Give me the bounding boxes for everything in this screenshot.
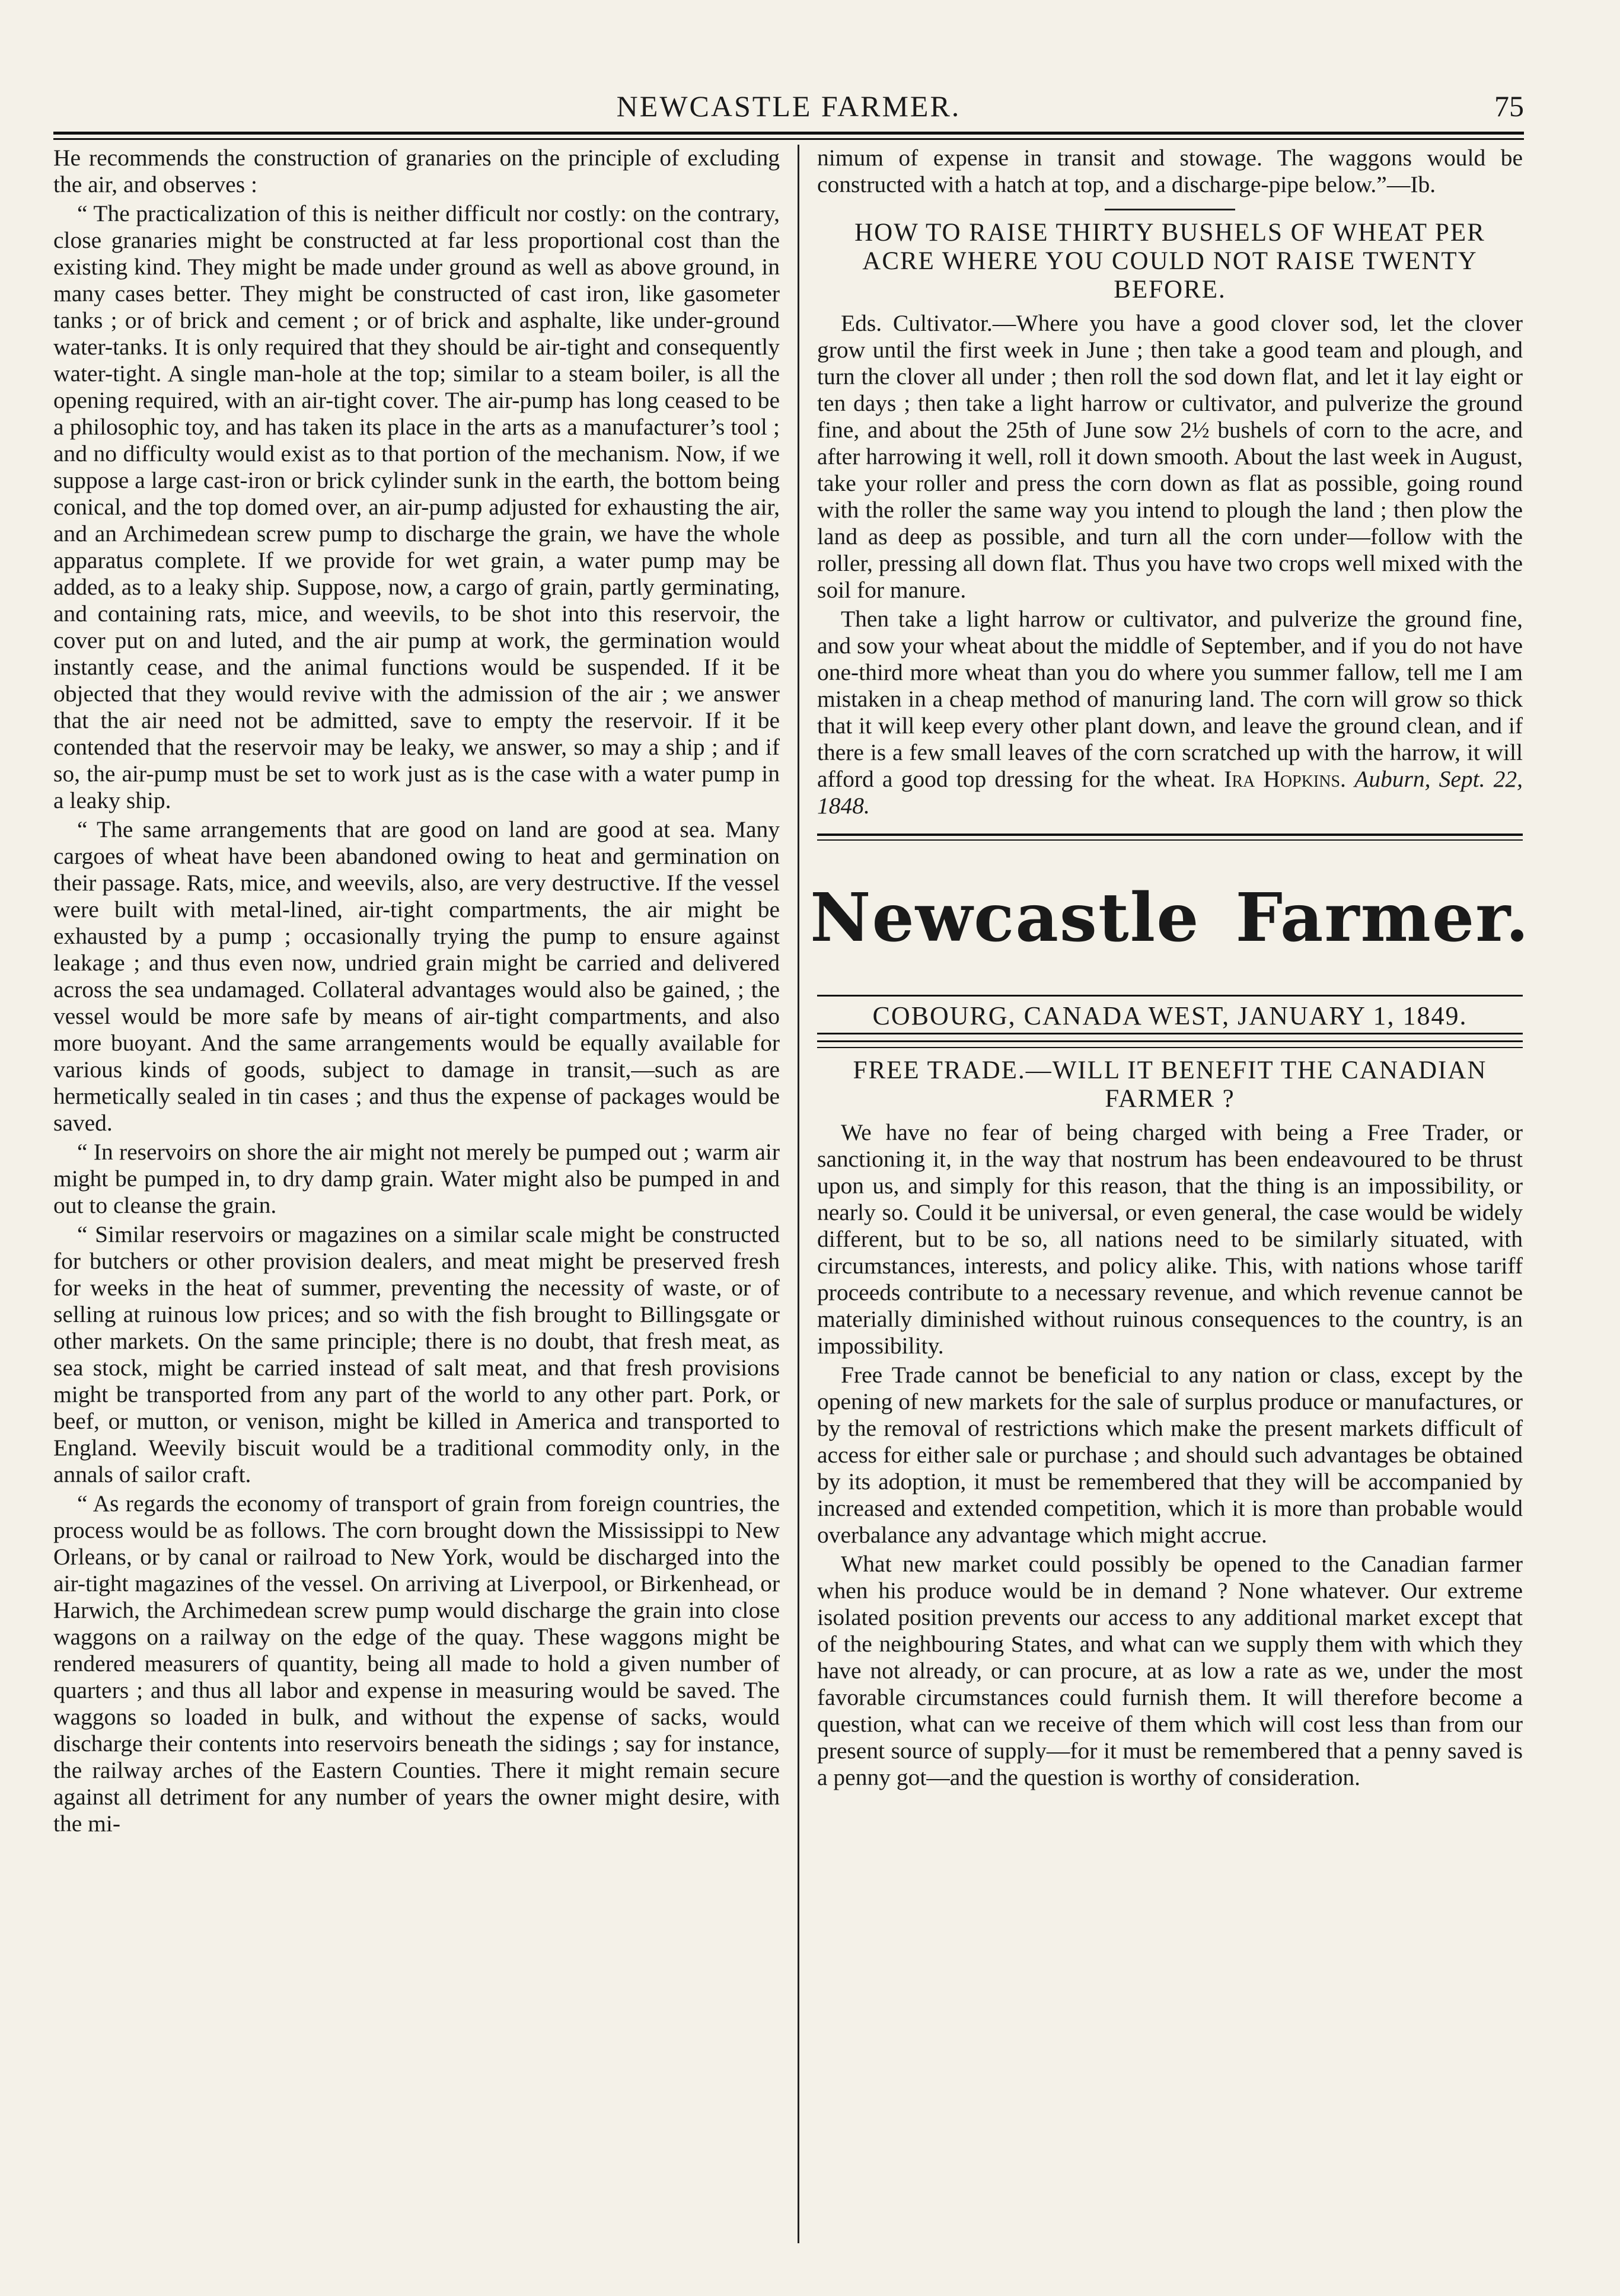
article-heading: HOW TO RAISE THIRTY BUSHELS OF WHEAT PER ACRE WHERE YOU COULD NOT RAISE TWENTY BEFORE. — [854, 219, 1485, 304]
signature: Ira Hopkins. — [1224, 766, 1346, 792]
section-rule — [1105, 209, 1235, 210]
continued-paragraph: nimum of expense in transit and stowage. The waggons would be constructed with a hatch at top, and a discharge-pipe below.”—Ib. — [817, 145, 1523, 197]
paragraph-text: Then take a light harrow or cultivator, and pulverize the ground fine, and sow your wheat about the middle of September, and if you do not have one-third more wheat than you do where you summer fallow, tell me I am mistaken in a cheap method of manuring land. The corn will grow so thick that it will keep every other plant down, and leave the ground clean, and if there is a few small leaves of the corn scratched up with the harrow, it will afford a good top dressing for the wheat. — [817, 606, 1523, 792]
paragraph: “ As regards the economy of transport of grain from foreign countries, the process would be as follows. The corn brought down the Mississippi to New Orleans, or by canal or railroad to New York, would be discharged into the air-tight magazines of the vessel. On arriving at Liverpool, or Birkenhead, or Harwich, the Archimedean screw pump would discharge the grain into close waggons on a railway on the edge of the quay. These waggons might be rendered measurers of quantity, being all made to hold a given number of quarters ; and thus all labor and expense in measuring would be saved. The waggons so loaded in bulk, and without the expense of sacks, would discharge their contents into reservoirs beneath the sidings ; say for instance, the railway arches of the Eastern Counties. There it might remain secure against all detriment for any number of years the owner might desire, with the mi- — [53, 1490, 780, 1837]
right-column — [810, 145, 1530, 2260]
masthead-rule — [817, 834, 1523, 841]
masthead-word-left: Newcastle — [810, 879, 1200, 957]
paragraph: Eds. Cultivator.—Where you have a good clover sod, let the clover grow until the first week in June ; then take a good team and plough, and turn the clover all under ; then roll the sod down flat, and let it lay eight or ten days ; then take a light harrow or cultivator, and pulverize the ground fine, and about the 25th of June sow 2½ bushels of corn to the acre, and after harrowing it well, roll it down smooth. About the last week in August, take your roller and press the corn down as flat as possible, going round with the roller the same way you intend to plough the land ; then plow the land as deep as possible, and turn all the corn under—follow with the roller, pressing all down flat. Thus you have two crops well mixed with the soil for manure. — [817, 310, 1523, 603]
masthead-word-right: Farmer. — [1235, 879, 1530, 957]
paragraph: “ The same arrangements that are good on land are good at sea. Many cargoes of wheat have been abandoned owing to heat and germination on their passage. Rats, mice, and weevils, also, are very destructive. If the vessel were built with metal-lined, air-tight compartments, the air might be exhausted by a pump ; occasionally trying the pump to ensure against leakage ; and thus even now, undried grain might be carried and delivered across the sea undamaged. Collateral advantages would also be gained, ; the vessel would be more safe by means of air-tight compartments, and also more buoyant. And the same arrangements would be equally available for various kinds of goods, subject to damage in transit,—such as are hermetically sealed in tin cases ; and thus the expense of packages would be saved. — [53, 816, 780, 1136]
running-title: NEWCASTLE FARMER. — [616, 90, 961, 123]
paragraph: Free Trade cannot be beneficial to any nation or class, except by the opening of new markets for the sale of surplus produce or manufactures, or by the removal of restrictions which make the present markets difficult of access for either sale or purchase ; and should such advantages be obtained by its adoption, it must be remembered that they will be accompanied by increased and extended competition, which it is more than probable would overbalance any advantage which might accrue. — [817, 1362, 1523, 1548]
left-column — [53, 145, 780, 2260]
paragraph: “ Similar reservoirs or magazines on a similar scale might be constructed for butchers or other provision dealers, and meat might be preserved fresh for weeks in the heat of summer, preventing the necessity of waste, or of selling at ruinous low prices; and so with the fish brought to Billingsgate or other markets. On the same principle; there is no doubt, that fresh meat, as sea stock, might be carried instead of salt meat, and that fresh provisions might be transported from any part of the world to any other part. Pork, or beef, or mutton, or venison, might be killed in America and transported to England. Weevily biscuit would be a traditional commodity only, in the annals of sailor craft. — [53, 1221, 780, 1487]
signature-place: Auburn, Sept. 22, 1848. — [817, 766, 1523, 819]
page-number: 75 — [1494, 90, 1524, 123]
article-heading: FREE TRADE.—WILL IT BENEFIT THE CANADIAN FARMER ? — [853, 1056, 1487, 1113]
header-rule — [53, 132, 1524, 140]
paragraph — [817, 606, 1523, 819]
paragraph: He recommends the construction of granaries on the principle of excluding the air, and observes : — [53, 145, 780, 197]
paragraph: “ In reservoirs on shore the air might not merely be pumped out ; warm air might be pumped in, to dry damp grain. Water might also be pumped in and out to cleanse the grain. — [53, 1139, 780, 1218]
dateline: COBOURG, CANADA WEST, JANUARY 1, 1849. — [817, 995, 1523, 1034]
dateline-rule — [817, 1040, 1523, 1048]
page-header — [53, 89, 1524, 136]
masthead — [810, 841, 1530, 995]
paragraph: “ The practicalization of this is neither difficult nor costly: on the contrary, close granaries might be constructed at far less proportional cost than the existing kind. They might be made under ground as well as above ground, in many cases better. They might be constructed of cast iron, like gasometer tanks ; or of brick and cement ; or of brick and asphalte, like under-ground water-tanks. It is only required that they should be air-tight and consequently water-tight. A single man-hole at the top; similar to a steam boiler, is all the opening required, with an air-tight cover. The air-pump has long ceased to be a philosophic toy, and has taken its place in the arts as a manufacturer’s tool ; and no difficulty would exist as to that portion of the mechanism. Now, if we suppose a large cast-iron or brick cylinder sunk in the earth, the bottom being conical, and the top domed over, an air-pump adjusted for exhausting the air, and an Archimedean screw pump to discharge the grain, we have the whole apparatus complete. If we provide for wet grain, a water pump may be added, as to a leaky ship. Suppose, now, a cargo of grain, partly germinating, and containing rats, mice, and weevils, to be shot into this reservoir, the cover put on and luted, and the air pump at work, the germination would instantly cease, and the animal functions would be suspended. If it be objected that they would revive with the admission of the air ; we answer that the air need not be admitted, save to empty the reservoir. If it be contended that the reservoir may be leaky, we answer, so may a ship ; and if so, the air-pump must be set to work just as is the case with a water pump in a leaky ship. — [53, 200, 780, 813]
paragraph: What new market could possibly be opened to the Canadian farmer when his produce would be in demand ? None whatever. Our extreme isolated position prevents our access to any additional market except that of the neighbouring States, and what can we supply them with which they have not already, or can procure, at as low a rate as we, under the most favorable circumstances could furnish them. It will therefore become a question, what can we receive of them which will cost less than from our present source of supply—for it must be remembered that a penny saved is a penny got—and the question is worthy of consideration. — [817, 1551, 1523, 1790]
paragraph: We have no fear of being charged with being a Free Trader, or sanctioning it, in the way that nostrum has been endeavoured to be thrust upon us, and simply for this reason, that the thing is an impossibility, or nearly so. Could it be universal, or even general, the case would be widely different, but to be so, all nations need to be similarly situated, with circumstances, interests, and policy alike. This, with nations whose tariff proceeds contribute to a necessary revenue, and which revenue cannot be materially diminished without ruinous consequences to the country, is an impossibility. — [817, 1119, 1523, 1359]
column-divider — [798, 145, 799, 2243]
